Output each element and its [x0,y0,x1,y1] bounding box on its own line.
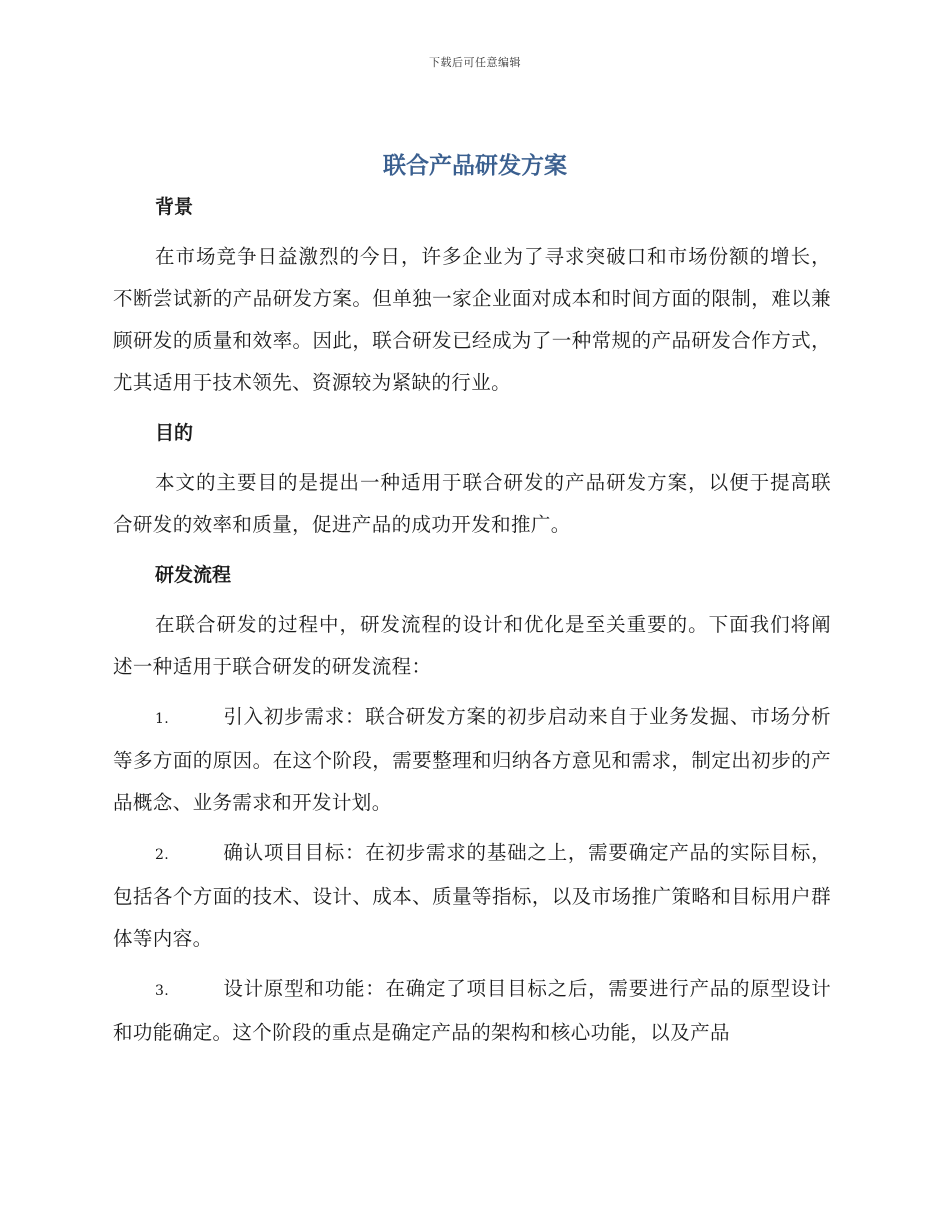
list-item-text: 引入初步需求：联合研发方案的初步启动来自于业务发掘、市场分析等多方面的原因。在这个阶段，需要整理和归纳各方意见和需求，制定出初步的产品概念、业务需求和开发计划。 [113,705,831,814]
process-list-item [113,968,831,1054]
purpose-paragraph: 本文的主要目的是提出一种适用于联合研发的产品研发方案，以便于提高联合研发的效率和质量，促进产品的成功开发和推广。 [113,471,831,536]
section-heading-background: 背景 [155,196,194,218]
page-header-note: 下载后可任意编辑 [429,56,521,69]
list-item-number: 3. [155,983,170,999]
document-title: 联合产品研发方案 [383,153,567,179]
section-heading-purpose: 目的 [155,422,194,444]
process-list-item [113,832,831,960]
list-item-number: 1. [155,711,170,727]
list-item-number: 2. [155,847,170,863]
list-item-text: 设计原型和功能：在确定了项目目标之后，需要进行产品的原型设计和功能确定。这个阶段的重点是确定产品的架构和核心功能，以及产品 [113,977,831,1044]
process-intro-paragraph: 在联合研发的过程中，研发流程的设计和优化是至关重要的。下面我们将阐述一种适用于联合研发的研发流程： [113,613,831,678]
process-list-item [113,696,831,824]
list-item-text: 确认项目目标：在初步需求的基础之上，需要确定产品的实际目标，包括各个方面的技术、设计、成本、质量等指标，以及市场推广策略和目标用户群体等内容。 [113,841,831,950]
section-heading-process: 研发流程 [155,564,232,586]
document-body [113,186,831,1062]
background-paragraph: 在市场竞争日益激烈的今日，许多企业为了寻求突破口和市场份额的增长，不断尝试新的产品研发方案。但单独一家企业面对成本和时间方面的限制，难以兼顾研发的质量和效率。因此，联合研发已经成为了一种常规的产品研发合作方式，尤其适用于技术领先、资源较为紧缺的行业。 [113,245,831,394]
